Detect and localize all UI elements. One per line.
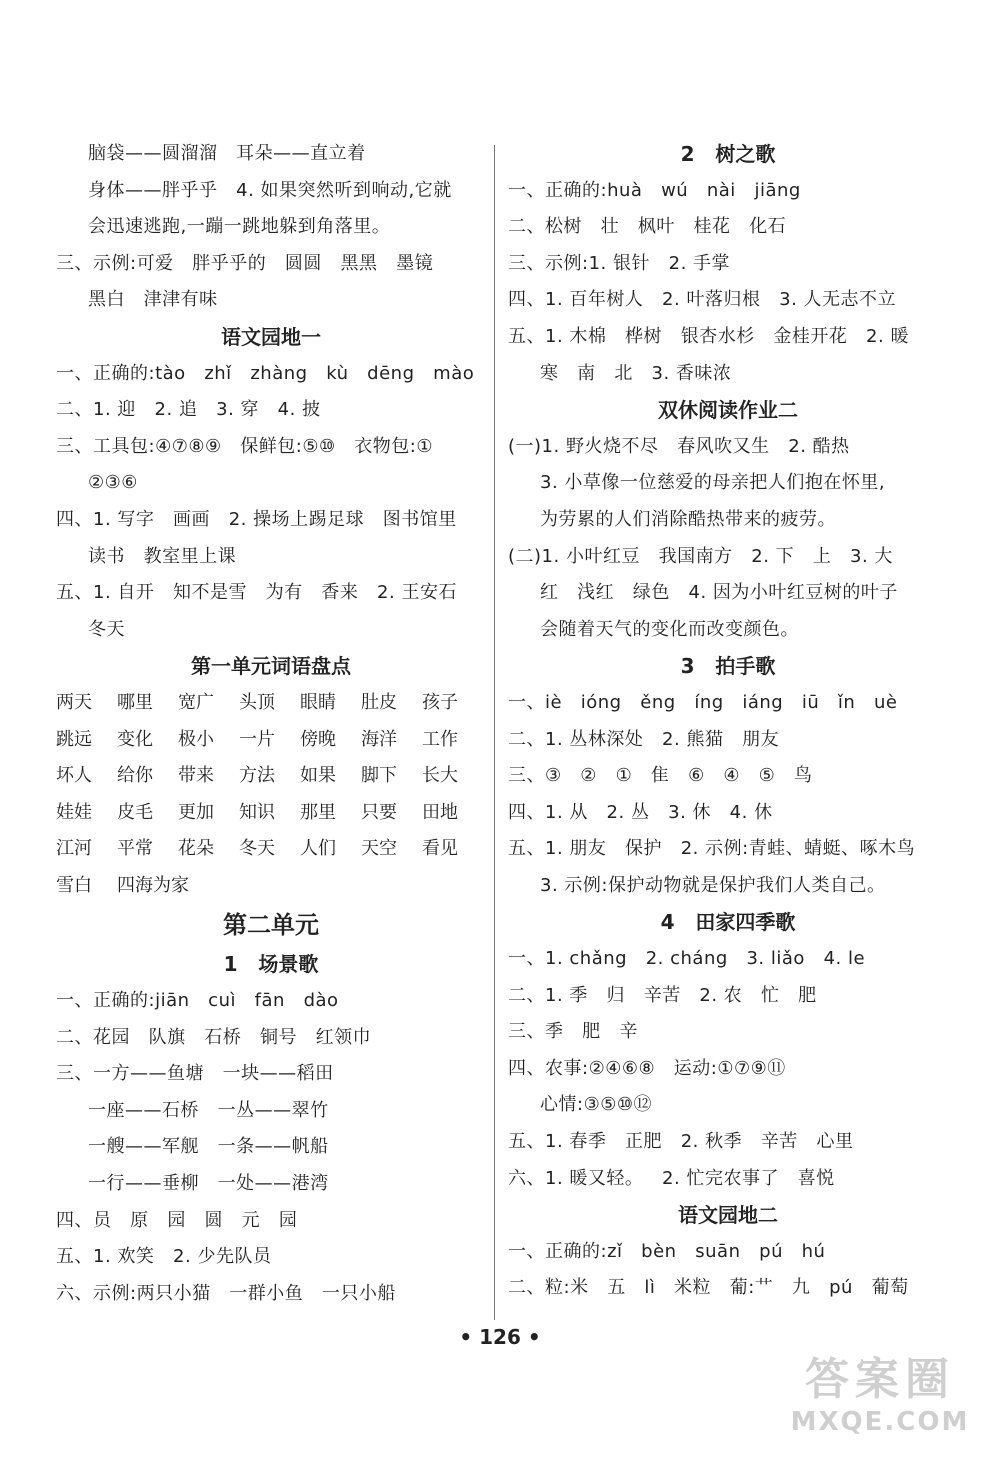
answer-line: 二、1. 季 归 辛苦 2. 农 忙 肥: [508, 984, 817, 1006]
word-item: 平常: [117, 838, 153, 860]
answer-line: 一、正确的:tào zhǐ zhàng kù dēng mào: [56, 362, 475, 384]
right-lines-a: [508, 173, 948, 393]
word-item: 田地: [422, 801, 458, 823]
answer-line: 五、1. 木棉 桦树 银杏水杉 金桂开花 2. 暖: [508, 325, 909, 347]
answer-line: 一、1. chǎng 2. cháng 3. liǎo 4. le: [508, 948, 866, 970]
answer-line: 3. 小草像一位慈爱的母亲把人们抱在怀里,: [540, 472, 886, 494]
answer-line: 脑袋——圆溜溜 耳朵——直立着: [88, 143, 366, 164]
word-item: 皮毛: [117, 801, 153, 823]
answer-line: 一、正确的:zǐ bèn suān pú hú: [508, 1240, 826, 1262]
word-item: 两天: [56, 691, 92, 713]
answer-line: 四、1. 从 2. 丛 3. 休 4. 休: [508, 801, 773, 823]
answer-line: 红 浅红 绿色 4. 因为小叶红豆树的叶子: [540, 582, 898, 604]
word-item: 江河: [56, 838, 92, 860]
answer-line: 二、1. 迎 2. 追 3. 穿 4. 披: [56, 399, 321, 421]
word-item: 如果: [300, 765, 336, 787]
page-number: • 126 •: [459, 1325, 541, 1349]
word-item: 海洋: [361, 728, 397, 750]
word-item: 傍晚: [300, 728, 336, 750]
answer-line: 寒 南 北 3. 香味浓: [540, 362, 732, 384]
word-item: 工作: [422, 728, 458, 750]
answer-line: 六、1. 暖又轻。 2. 忙完农事了 喜悦: [508, 1167, 835, 1189]
word-item: 人们: [300, 838, 336, 860]
word-item: 长大: [422, 765, 458, 787]
answer-line: 会迅速逃跑,一蹦一跳地躲到角落里。: [88, 216, 391, 238]
right-lines-d: [508, 941, 948, 1197]
left-lines-b: [56, 356, 486, 649]
section-heading: 1 场景歌: [223, 952, 319, 977]
right-lines-e: [508, 1234, 948, 1307]
answer-line: 四、1. 百年树人 2. 叶落归根 3. 人无志不立: [508, 289, 897, 311]
answer-line: 一艘——军舰 一条——帆船: [88, 1136, 329, 1158]
answer-line: 3. 示例:保护动物就是保护我们人类自己。: [540, 874, 886, 896]
column-divider: [494, 145, 495, 1320]
watermark-logo: [770, 1343, 990, 1463]
answer-line: 二、粒:米 五 lì 米粒 葡:艹 九 pú 葡萄: [508, 1277, 909, 1299]
answer-line: 二、1. 丛林深处 2. 熊猫 朋友: [508, 728, 780, 750]
answer-line: ②③⑥: [88, 472, 138, 494]
word-item: 眼睛: [300, 691, 336, 713]
word-item: 跳远: [56, 728, 92, 750]
word-item: 哪里: [117, 691, 153, 713]
word-item: 天空: [361, 838, 397, 860]
right-lines-b: [508, 429, 948, 649]
word-item: 四海为家: [117, 874, 189, 896]
answer-line: 二、松树 壮 枫叶 桂花 化石: [508, 216, 787, 238]
word-item: 头顶: [239, 691, 275, 713]
answer-line: 读书 教室里上课: [88, 545, 237, 567]
answer-line: (一)1. 野火烧不尽 春风吹又生 2. 酷热: [508, 435, 850, 457]
word-item: 冬天: [239, 838, 275, 860]
answer-line: 五、1. 朋友 保护 2. 示例:青蛙、蜻蜓、啄木鸟: [508, 838, 916, 860]
watermark-url: MXQE.COM: [790, 1407, 970, 1437]
word-item: 肚皮: [361, 691, 397, 713]
answer-line: 一、iè ióng ěng íng iáng iū ǐn uè: [508, 691, 898, 713]
word-item: 带来: [178, 765, 214, 787]
answer-line: 一、正确的:huà wú nài jiāng: [508, 179, 801, 201]
section-heading: 语文园地二: [678, 1203, 778, 1228]
word-item: 孩子: [422, 691, 458, 713]
answer-line: 四、1. 写字 画画 2. 操场上踢足球 图书馆里: [56, 508, 457, 530]
answer-line: 三、季 肥 辛: [508, 1021, 638, 1043]
word-item: 花朵: [178, 838, 214, 860]
word-item: 一片: [239, 728, 275, 750]
answer-line: 五、1. 自开 知不是雪 为有 香来 2. 王安石: [56, 582, 457, 604]
right-column: [508, 136, 948, 1307]
answer-line: 一、正确的:jiān cuì fān dào: [56, 990, 339, 1012]
answer-line: 黑白 津津有味: [88, 289, 218, 311]
word-item: 那里: [300, 801, 336, 823]
answer-line: 四、员 原 园 圆 元 园: [56, 1209, 298, 1231]
word-item: 极小: [178, 728, 214, 750]
unit-title: 第二单元: [223, 911, 319, 940]
answer-line: 三、③ ② ① 隹 ⑥ ④ ⑤ 鸟: [508, 765, 813, 787]
answer-line: 二、花园 队旗 石桥 铜号 红领巾: [56, 1026, 372, 1048]
word-item: 给你: [117, 765, 153, 787]
answer-line: 四、农事:②④⑥⑧ 运动:①⑦⑨⑪: [508, 1057, 786, 1079]
section-heading: 双休阅读作业二: [658, 398, 798, 423]
answer-line: 心情:③⑤⑩⑫: [540, 1094, 652, 1116]
answer-line: 五、1. 欢笑 2. 少先队员: [56, 1246, 272, 1268]
word-item: 知识: [239, 801, 275, 823]
answer-line: 三、示例:1. 银针 2. 手掌: [508, 252, 731, 274]
word-item: 只要: [361, 801, 397, 823]
left-column: [56, 136, 486, 1312]
left-lines-a: [56, 136, 486, 319]
section-heading: 2 树之歌: [680, 142, 776, 166]
right-lines-c: [508, 685, 948, 905]
word-item: 雪白: [56, 874, 92, 896]
word-item: 坏人: [56, 765, 92, 787]
left-lines-c: [56, 983, 486, 1312]
word-item: 宽广: [178, 691, 214, 713]
section-heading: 3 拍手歌: [680, 654, 776, 679]
answer-line: 五、1. 春季 正肥 2. 秋季 辛苦 心里: [508, 1131, 854, 1153]
word-item: 方法: [239, 765, 275, 787]
section-heading: 4 田家四季歌: [660, 910, 796, 935]
answer-line: 三、示例:可爱 胖乎乎的 圆圆 黑黑 墨镜: [56, 252, 434, 274]
answer-line: 一行——垂柳 一处——港湾: [88, 1173, 329, 1195]
word-item: 看见: [422, 838, 458, 860]
answer-line: 为劳累的人们消除酷热带来的疲劳。: [540, 508, 836, 530]
answer-line: 三、工具包:④⑦⑧⑨ 保鲜包:⑤⑩ 衣物包:①: [56, 435, 433, 457]
section-heading: 第一单元词语盘点: [191, 654, 351, 679]
answer-line: 三、一方——鱼塘 一块——稻田: [56, 1063, 334, 1085]
word-item: 娃娃: [56, 801, 92, 823]
word-review-grid: [56, 685, 486, 905]
answer-line: 六、示例:两只小猫 一群小鱼 一只小船: [56, 1282, 396, 1304]
answer-line: 会随着天气的变化而改变颜色。: [540, 618, 799, 640]
word-item: 更加: [178, 801, 214, 823]
watermark-text: 答案圈: [805, 1354, 955, 1405]
answer-line: 一座——石桥 一丛——翠竹: [88, 1099, 329, 1121]
answer-line: (二)1. 小叶红豆 我国南方 2. 下 上 3. 大: [508, 545, 893, 567]
answer-line: 冬天: [88, 618, 125, 640]
word-item: 变化: [117, 728, 153, 750]
word-item: 脚下: [361, 765, 397, 787]
section-heading: 语文园地一: [221, 324, 321, 349]
answer-line: 身体——胖乎乎 4. 如果突然听到响动,它就: [88, 179, 452, 201]
